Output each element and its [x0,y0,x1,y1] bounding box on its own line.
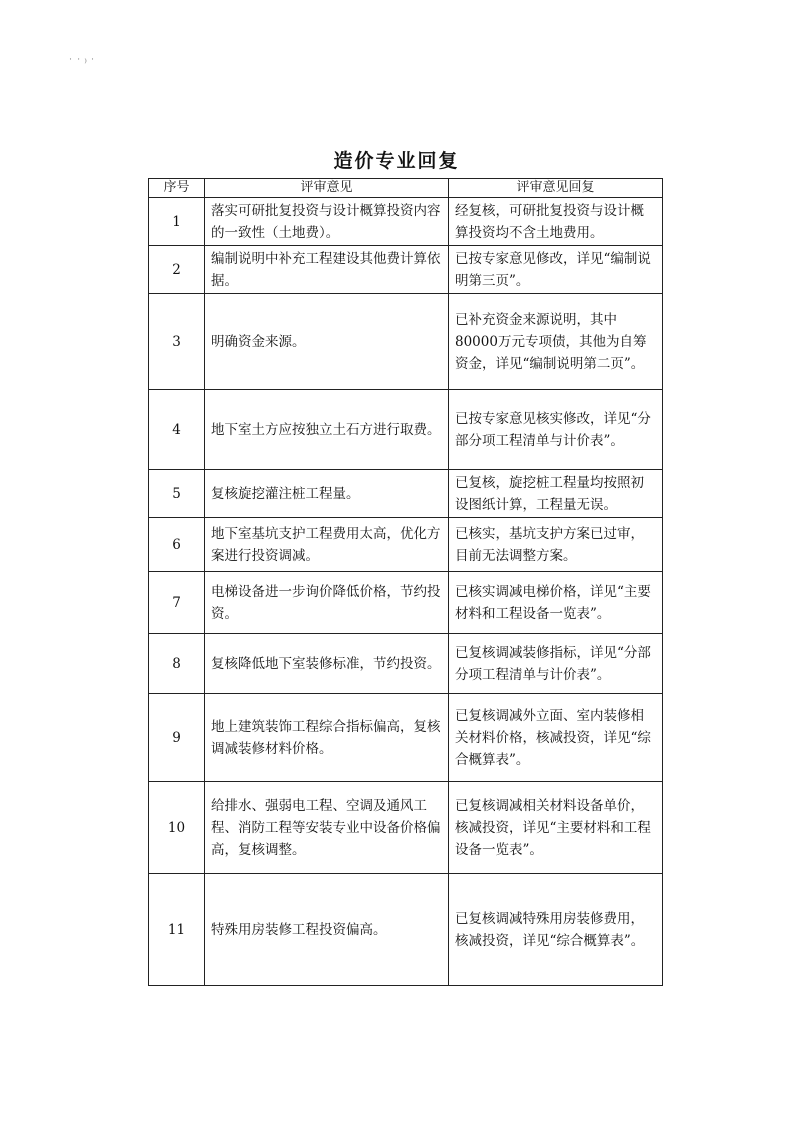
review-opinion: 电梯设备进一步询价降低价格，节约投资。 [205,572,449,634]
review-opinion: 编制说明中补充工程建设其他费计算依据。 [205,246,449,294]
review-reply: 经复核，可研批复投资与设计概算投资均不含土地费用。 [449,198,663,246]
row-number: 3 [149,294,205,390]
review-opinion: 地下室土方应按独立土石方进行取费。 [205,390,449,470]
table-header-row [149,179,663,198]
row-number: 2 [149,246,205,294]
review-opinion: 复核降低地下室装修标准，节约投资。 [205,634,449,694]
table-row [149,470,663,518]
table-row [149,782,663,874]
table-row [149,518,663,572]
row-number: 5 [149,470,205,518]
review-reply: 已复核调减相关材料设备单价，核减投资，详见“主要材料和工程设备一览表”。 [449,782,663,874]
table-row [149,874,663,986]
review-reply: 已核实，基坑支护方案已过审，目前无法调整方案。 [449,518,663,572]
review-opinion: 复核旋挖灌注桩工程量。 [205,470,449,518]
table-row [149,694,663,782]
table-row [149,572,663,634]
review-reply-table [148,178,663,986]
review-reply: 已核实调减电梯价格，详见“主要材料和工程设备一览表”。 [449,572,663,634]
review-reply: 已复核调减特殊用房装修费用，核减投资，详见“综合概算表”。 [449,874,663,986]
table-row [149,246,663,294]
column-header-opinion: 评审意见 [205,179,449,198]
scan-specks: ˙ ˙ ⁾ ˙ [68,58,95,69]
page-title: 造价专业回复 [333,150,460,172]
row-number: 7 [149,572,205,634]
row-number: 10 [149,782,205,874]
review-opinion: 落实可研批复投资与设计概算投资内容的一致性（土地费）。 [205,198,449,246]
table-row [149,390,663,470]
table-row [149,294,663,390]
review-reply: 已复核调减外立面、室内装修相关材料价格，核减投资，详见“综合概算表”。 [449,694,663,782]
column-header-no: 序号 [149,179,205,198]
review-opinion: 地上建筑装饰工程综合指标偏高，复核调减装修材料价格。 [205,694,449,782]
review-reply: 已按专家意见核实修改，详见“分部分项工程清单与计价表”。 [449,390,663,470]
row-number: 6 [149,518,205,572]
row-number: 1 [149,198,205,246]
review-opinion: 明确资金来源。 [205,294,449,390]
review-opinion: 给排水、强弱电工程、空调及通风工程、消防工程等安装专业中设备价格偏高，复核调整。 [205,782,449,874]
table-row [149,634,663,694]
review-reply: 已复核调减装修指标，详见“分部分项工程清单与计价表”。 [449,634,663,694]
review-reply: 已复核，旋挖桩工程量均按照初设图纸计算，工程量无误。 [449,470,663,518]
row-number: 11 [149,874,205,986]
table-row [149,198,663,246]
row-number: 4 [149,390,205,470]
review-opinion: 特殊用房装修工程投资偏高。 [205,874,449,986]
row-number: 9 [149,694,205,782]
row-number: 8 [149,634,205,694]
review-opinion: 地下室基坑支护工程费用太高，优化方案进行投资调减。 [205,518,449,572]
column-header-reply: 评审意见回复 [449,179,663,198]
review-reply: 已按专家意见修改，详见“编制说明第三页”。 [449,246,663,294]
review-reply: 已补充资金来源说明，其中80000万元专项债，其他为自筹资金，详见“编制说明第二页”。 [449,294,663,390]
